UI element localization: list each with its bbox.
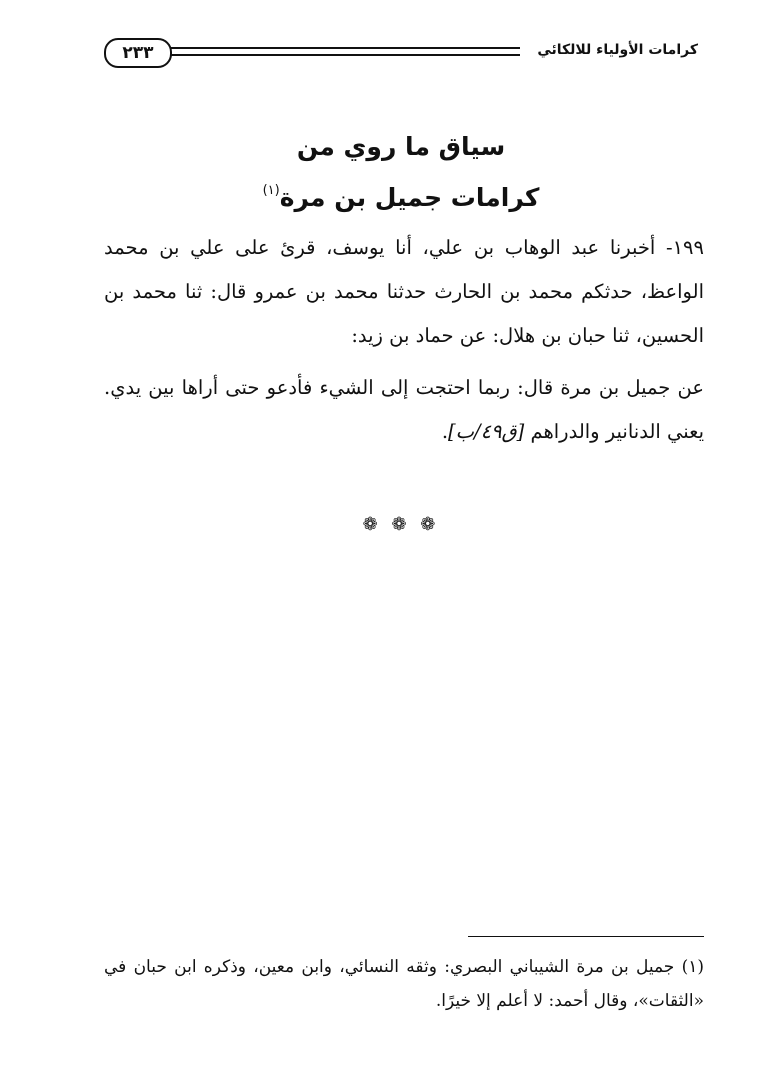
chapter-title-text: كرامات جميل بن مرة [279,183,540,212]
sentence-end: . [441,420,449,443]
narration-paragraph-isnad: ١٩٩- أخبرنا عبد الوهاب بن علي، أنا يوسف، قرئ على علي بن محمد الواعظ، حدثكم محمد بن الحارث حدثنا محمد بن عمرو قال: ثنا محمد بن الحسين، ثنا حبان بن هلال: عن حماد بن زيد: [104,236,704,347]
manuscript-reference: [ق٤٩/ب] [448,420,525,443]
page-number: ٢٣٣ [104,38,172,68]
footnote-marker: (١) [262,183,280,198]
header-double-rule [170,47,520,56]
running-header [104,36,698,68]
chapter-title-line-1: سياق ما روي من [296,132,506,161]
narration-paragraph-matn [104,366,704,454]
footnote: (١) جميل بن مرة الشيباني البصري: وثقه النسائي، وابن معين، وذكره ابن حبان في «الثقات»، وقال أحمد: لا أعلم إلا خيرًا. [104,957,704,1011]
ornament-separator: ❁ ❁ ❁ [362,514,440,535]
chapter-title-line-2 [104,172,698,217]
running-title: كرامات الأولياء للالكائي [537,42,698,58]
narration-text: عن جميل بن مرة قال: ربما احتجت إلى الشيء فأدعو حتى أراها بين يدي. يعني الدنانير والدراهم [104,376,704,443]
footnote-rule [468,936,704,937]
